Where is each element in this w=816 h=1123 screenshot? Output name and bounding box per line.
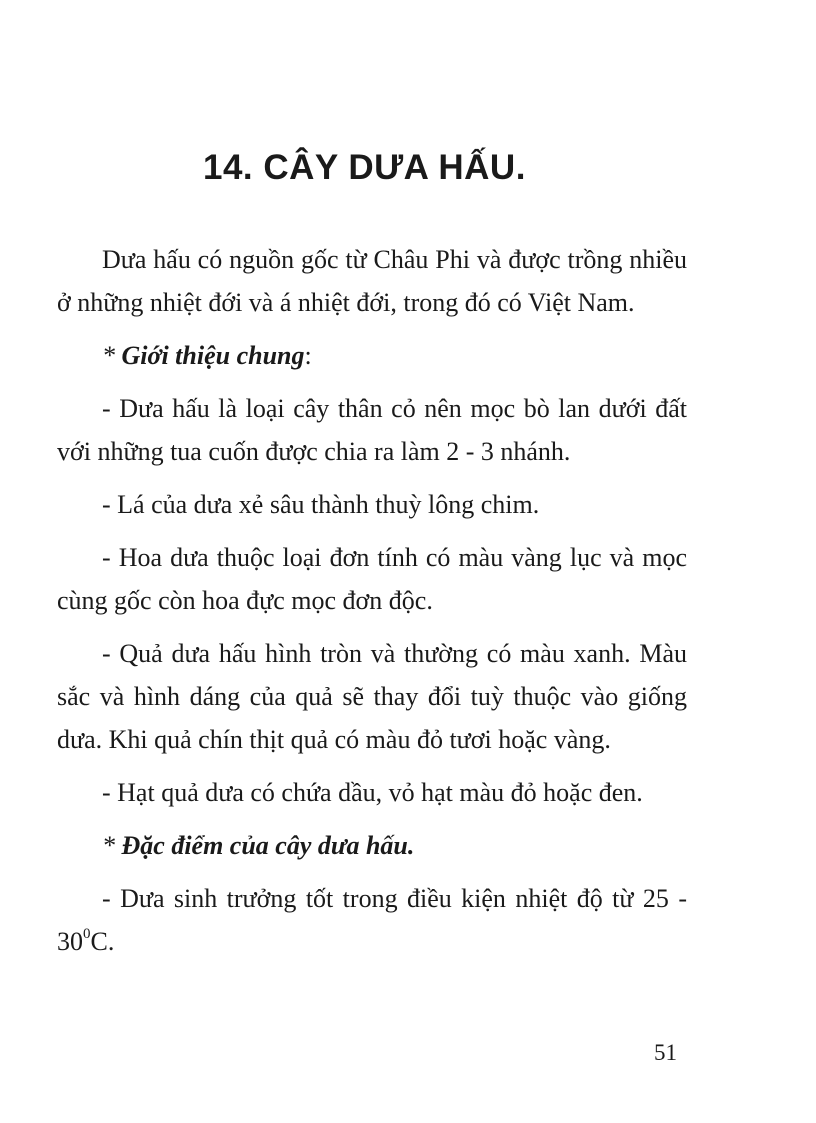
temperature-unit: C.: [90, 927, 115, 956]
paragraph-fruit: - Quả dưa hấu hình tròn và thường có màu xanh. Màu sắc và hình dáng của quả sẽ thay đổi tuỳ thuộc vào giống dưa. Khi quả chín thịt quả có màu đỏ tươi hoặc vàng.: [57, 639, 687, 754]
section-heading-traits: [57, 824, 687, 867]
paragraph-stem: - Dưa hấu là loại cây thân cỏ nên mọc bò lan dưới đất với những tua cuốn được chia ra làm 2 - 3 nhánh.: [57, 394, 687, 466]
chapter-title: 14. CÂY DƯA HẤU.: [203, 148, 526, 187]
temperature-text: - Dưa sinh trưởng tốt trong điều kiện nhiệt độ từ 25 - 30: [57, 884, 687, 956]
heading-colon: :: [304, 341, 312, 370]
page-number: 51: [654, 1040, 677, 1065]
heading-bullet: *: [102, 831, 122, 860]
paragraph-flower: - Hoa dưa thuộc loại đơn tính có màu vàng lục và mọc cùng gốc còn hoa đực mọc đơn độc.: [57, 543, 687, 615]
paragraph-temperature: [57, 877, 687, 963]
heading-label: Đặc điểm của cây dưa hấu.: [121, 831, 415, 860]
intro-paragraph: Dưa hấu có nguồn gốc từ Châu Phi và được trồng nhiều ở những nhiệt đới và á nhiệt đới, trong đó có Việt Nam.: [57, 245, 687, 317]
heading-bullet: *: [102, 341, 122, 370]
paragraph-leaf: - Lá của dưa xẻ sâu thành thuỳ lông chim.: [102, 490, 540, 519]
heading-label: Giới thiệu chung: [121, 341, 305, 370]
body-text: [57, 238, 687, 973]
section-heading-general: [57, 334, 687, 377]
paragraph-seed: - Hạt quả dưa có chứa dầu, vỏ hạt màu đỏ hoặc đen.: [102, 778, 643, 807]
degree-superscript: 0: [83, 926, 91, 943]
